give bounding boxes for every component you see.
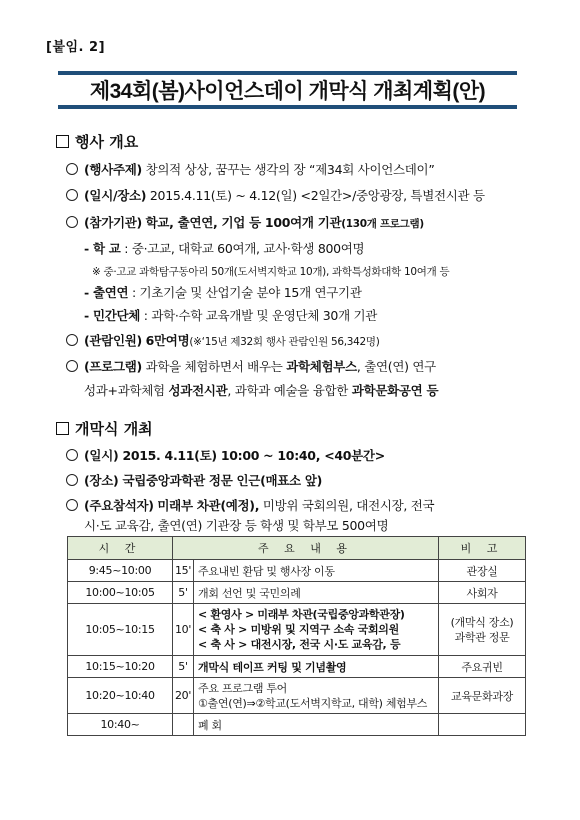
program-line-1 xyxy=(66,357,436,375)
content-line: ①출연(연)⇒②학교(도서벽지학교, 대학) 체험부스 xyxy=(198,696,428,710)
participants-text: 학교, 출연연, 기업 등 100여개 기관 xyxy=(145,215,342,230)
header-time: 시 간 xyxy=(68,537,173,560)
table-row xyxy=(68,582,526,604)
program-text-2d: 과학문화공연 등 xyxy=(351,383,439,398)
content-line: 주요 프로그램 투어 xyxy=(198,681,288,695)
header-note: 비 고 xyxy=(439,537,526,560)
circle-bullet-icon xyxy=(66,216,78,228)
note-cell: 관장실 xyxy=(439,560,526,582)
attendees-text-a: 미래부 차관(예정), xyxy=(157,498,260,513)
content-cell: 폐 회 xyxy=(194,714,439,736)
program-text-1a: 과학을 체험하면서 배우는 xyxy=(145,359,283,374)
visitors-note: (※‘15년 제32회 행사 관람인원 56,342명) xyxy=(189,336,380,348)
duration-cell: 5' xyxy=(173,582,194,604)
table-header-row xyxy=(68,537,526,560)
welcome-speech-line: < 환영사 > 미래부 차관(국립중앙과학관장) xyxy=(198,608,405,621)
note-line: 과학관 정문 xyxy=(454,630,510,644)
congrats-line-1: < 축 사 > 미방위 및 지역구 소속 국회의원 xyxy=(198,623,399,636)
duration-cell: 20' xyxy=(173,678,194,714)
duration-cell xyxy=(173,714,194,736)
table-row xyxy=(68,656,526,678)
table-row xyxy=(68,678,526,714)
school-text: : 중·고교, 대학교 60여개, 교사·학생 800여명 xyxy=(124,241,365,256)
participants-line xyxy=(66,213,424,231)
opening-place-line xyxy=(66,471,322,489)
section-heading-opening xyxy=(56,418,153,439)
time-cell: 10:05~10:15 xyxy=(68,604,173,656)
table-row xyxy=(68,604,526,656)
content-cell xyxy=(194,678,439,714)
participants-note: (130개 프로그램) xyxy=(341,218,424,230)
time-cell: 10:15~10:20 xyxy=(68,656,173,678)
private-org-text: : 과학·수학 교육개발 및 운영단체 30개 기관 xyxy=(143,308,378,323)
opening-place-label: (장소) xyxy=(84,473,119,488)
section-heading-overview xyxy=(56,131,138,152)
content-cell: 개회 선언 및 국민의례 xyxy=(194,582,439,604)
circle-bullet-icon xyxy=(66,474,78,486)
opening-date-text: 2015. 4.11(토) 10:00 ~ 10:40, <40분간> xyxy=(122,448,385,463)
date-place-label: (일시/장소) xyxy=(84,188,147,203)
section-heading-text: 개막식 개최 xyxy=(75,420,153,438)
content-cell: 주요내빈 환담 및 행사장 이동 xyxy=(194,560,439,582)
school-label: - 학 교 xyxy=(84,241,121,256)
document-title-box xyxy=(58,71,517,109)
square-bullet-icon xyxy=(56,135,69,148)
attendees-line-2: 시·도 교육감, 출연(연) 기관장 등 학생 및 학부모 500여명 xyxy=(84,518,389,533)
content-cell: 개막식 테이프 커팅 및 기념촬영 xyxy=(194,656,439,678)
date-range-text: 2015.4.11(토) ~ 4.12(일) xyxy=(149,188,297,203)
theme-text: 창의적 상상, 꿈꾸는 생각의 장 “제34회 사이언스데이” xyxy=(145,162,435,177)
program-text-2c: , 과학과 예술을 융합한 xyxy=(227,383,349,398)
note-cell xyxy=(439,604,526,656)
table-row xyxy=(68,714,526,736)
note-cell xyxy=(439,714,526,736)
square-bullet-icon xyxy=(56,422,69,435)
school-note: ※ 중·고교 과학탐구동아리 50개(도서벽지학교 10개), 과학특성화대학 10여개 등 xyxy=(92,266,450,278)
circle-bullet-icon xyxy=(66,334,78,346)
visitors-text: 6만여명 xyxy=(145,333,190,348)
visitors-line xyxy=(66,331,380,349)
program-text-2a: 성과+과학체험 xyxy=(84,383,165,398)
date-place-text: <2일간>/중앙광장, 특별전시관 등 xyxy=(300,188,485,203)
private-org-line xyxy=(84,306,377,324)
opening-place-text: 국립중앙과학관 정문 인근(매표소 앞) xyxy=(122,473,323,488)
institute-label: - 출연연 xyxy=(84,285,129,300)
theme-line xyxy=(66,160,435,178)
circle-bullet-icon xyxy=(66,189,78,201)
attachment-label: [붙임. 2] xyxy=(46,40,106,55)
program-text-1b: 과학체험부스 xyxy=(286,359,357,374)
visitors-label: (관람인원) xyxy=(84,333,142,348)
duration-cell: 10' xyxy=(173,604,194,656)
institute-line xyxy=(84,283,362,301)
attendees-line-1 xyxy=(66,496,434,514)
note-line: (개막식 장소) xyxy=(450,615,514,629)
time-cell: 10:20~10:40 xyxy=(68,678,173,714)
circle-bullet-icon xyxy=(66,449,78,461)
note-cell: 주요귀빈 xyxy=(439,656,526,678)
congrats-line-2: < 축 사 > 대전시장, 전국 시·도 교육감, 등 xyxy=(198,638,401,651)
program-line-2 xyxy=(84,381,438,399)
program-text-1c: , 출연(연) 연구 xyxy=(356,359,436,374)
note-cell: 사회자 xyxy=(439,582,526,604)
time-cell: 10:40~ xyxy=(68,714,173,736)
attendees-label: (주요참석자) xyxy=(84,498,154,513)
opening-date-line xyxy=(66,446,385,464)
note-cell: 교육문화과장 xyxy=(439,678,526,714)
program-text-2b: 성과전시관 xyxy=(168,383,228,398)
content-cell xyxy=(194,604,439,656)
schedule-table xyxy=(67,536,526,736)
opening-date-label: (일시) xyxy=(84,448,119,463)
duration-cell: 15' xyxy=(173,560,194,582)
duration-cell: 5' xyxy=(173,656,194,678)
date-place-line xyxy=(66,186,485,204)
institute-text: : 기초기술 및 산업기술 분야 15개 연구기관 xyxy=(131,285,362,300)
circle-bullet-icon xyxy=(66,360,78,372)
attendees-text-b: 미방위 국회의원, 대전시장, 전국 xyxy=(262,498,435,513)
section-heading-text: 행사 개요 xyxy=(75,133,139,151)
participants-label: (참가기관) xyxy=(84,215,142,230)
theme-label: (행사주제) xyxy=(84,162,142,177)
circle-bullet-icon xyxy=(66,163,78,175)
private-org-label: - 민간단체 xyxy=(84,308,141,323)
header-content: 주 요 내 용 xyxy=(173,537,439,560)
time-cell: 10:00~10:05 xyxy=(68,582,173,604)
table-row xyxy=(68,560,526,582)
circle-bullet-icon xyxy=(66,499,78,511)
program-label: (프로그램) xyxy=(84,359,142,374)
document-title: 제34회(봄)사이언스데이 개막식 개최계획(안) xyxy=(89,80,486,103)
time-cell: 9:45~10:00 xyxy=(68,560,173,582)
school-line xyxy=(84,239,364,257)
